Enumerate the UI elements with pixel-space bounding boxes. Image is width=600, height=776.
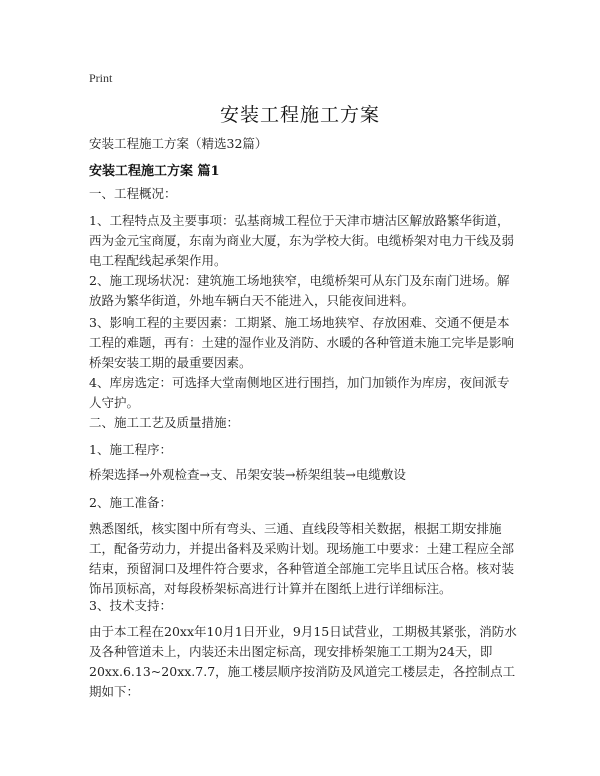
paragraph-preparation-details: 熟悉图纸，核实图中所有弯头、三通、直线段等相关数据，根据工期安排施工，配备劳动力，并提出备料及采购计划。现场施工中要求：土建工程应全部结束，预留洞口及埋件符合要求，各种管道全部施工完毕且试压合格。核对装饰吊顶标高，对每段桥架标高进行计算并在图纸上进行详细标注。 [89,521,515,596]
heading-construction-process: 二、施工工艺及质量措施： [89,415,240,430]
heading-construction-preparation: 2、施工准备： [89,495,172,510]
paragraph-project-features: 1、工程特点及主要事项：弘基商城工程位于天津市塘沽区解放路繁华街道，西为金元宝商厦，东南为商业大厦，东为学校大街。电缆桥架对电力干线及弱电工程配线起承架作用。 [89,213,515,268]
print-label: Print [89,71,113,85]
paragraph-influencing-factors: 3、影响工程的主要因素：工期紧、施工场地狭窄、存放困难、交通不便是本工程的难题，再有：土建的湿作业及消防、水暖的各种管道未施工完毕是影响桥架安装工期的最重要因素。 [89,315,515,370]
paragraph-procedure-flow: 桥架选择→外观检查→支、吊架安装→桥架组装→电缆敷设 [89,467,406,482]
heading-construction-procedure: 1、施工程序： [89,442,172,457]
paragraph-storage-selection: 4、库房选定：可选择大堂南侧地区进行围挡，加门加锁作为库房，夜间派专人守护。 [89,375,510,410]
section-title: 安装工程施工方案 篇1 [89,164,220,179]
document-subtitle: 安装工程施工方案（精选32篇） [89,136,268,151]
paragraph-technical-support-details: 由于本工程在20xx年10月1日开业，9月15日试营业，工期极其紧张，消防水及各种管道未上，内装还未出图定标高，现安排桥架施工工期为24天，即20xx.6.13~20xx.7.7，施工楼层顺序按消防及风道完工楼层走，各控制点工期如下： [89,624,517,699]
heading-technical-support: 3、技术支持： [89,598,172,613]
heading-project-overview: 一、工程概况： [89,186,177,201]
document-title: 安装工程施工方案 [219,104,380,126]
paragraph-site-conditions: 2、施工现场状况：建筑施工场地狭窄，电缆桥架可从东门及东南门进场。解放路为繁华街道，外地车辆白天不能进入，只能夜间进料。 [89,273,510,308]
